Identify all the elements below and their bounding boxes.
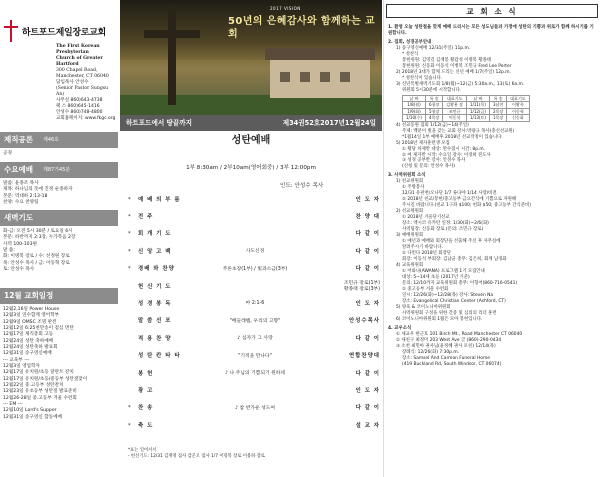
order-item-name: 찬 송 bbox=[138, 405, 154, 412]
news-detail: ② 여 제자반 시작: 수요일 강사: 이경희 전도사 bbox=[402, 152, 491, 158]
section-body-schedule: 12월2,16일 Power House 12월3일 연수합계 영어학부 12월9일 OMSC 조명 판전 12월12일 6:25천만송이 점심 면탄 12월17일 제직총회 고등 12월24일 성탄 축하예배 12월24일 성탄축하 발표회 12월31일 송구영신예배 --- 교육부 --- 12월3일 영업학자 12월17일 유치원/초등 달란트 잔치 12월17일 유치원/초등/중등부 성탄절맞이 12월22일 중.고등부 성탄잔치 12월23일 유초등부 성탄절 발표준비 12월26-28일 중.고등부 겨울 수련회 --- EM --- 12월10일 Lord's Supper 12월31일 송구영신 합동예배 bbox=[3, 307, 88, 420]
order-item-name: 회 개 기 도 bbox=[138, 231, 172, 238]
church-english-info: The First Korean Presbyterian Church of Greater Hartford 300 Chapel Road, Manchester, CT 06040 담임목사 안성수 (Senior Pastor Sungsu An) bbox=[56, 44, 109, 97]
section-body-wednesday: 말씀: 윤종조 목사 제목: 하나님의 뜻에 진정 순종하자 본문: 역대하 2:13-18 찬양: 수요 찬양팀 bbox=[3, 181, 73, 205]
news-detail: ③ 성경 공부반 강사: 안성수 목사 bbox=[402, 158, 466, 164]
order-note: *표는 일어서서 - 헌신기도: 12/31 김재영 집사 감곤오 집사 1/7 이형복 장로 이용하 장로 bbox=[128, 448, 265, 460]
order-item-name: 성 경 봉 독 bbox=[138, 301, 172, 308]
news-detail: ① 예년과 예배와 회장단을 선출해 주신 후 사무실에 bbox=[402, 239, 501, 245]
news-item: 5) 2018년 제자훈련생 모집 bbox=[396, 140, 450, 146]
prayer-schedule-table bbox=[402, 95, 530, 122]
order-row bbox=[128, 227, 380, 243]
news-column bbox=[386, 4, 598, 474]
news-item: 4) 교육위원회 bbox=[396, 263, 424, 269]
news-item: 5) 양육 & 코이노니아위원회 bbox=[396, 305, 451, 311]
order-row bbox=[128, 401, 380, 417]
bulletin-band bbox=[120, 115, 382, 131]
order-item-leader: 다 같 이 bbox=[355, 405, 380, 412]
order-row bbox=[128, 279, 380, 295]
news-heading: 4. 교우소식 bbox=[388, 326, 412, 332]
news-item: 3) 예배위원회 bbox=[396, 233, 424, 239]
order-item-leader: 인 도 자 bbox=[355, 196, 380, 203]
news-body bbox=[388, 22, 598, 368]
hero-photo bbox=[120, 0, 382, 115]
order-item-leader: 다 같 이 bbox=[355, 370, 380, 377]
news-detail: 봉헌위원: 신동화 이동석 이병복 조민규 Fred Lee Porter bbox=[402, 63, 512, 69]
order-star: * bbox=[128, 196, 131, 203]
news-detail: ② 중고등부 겨울 수련회 bbox=[402, 287, 449, 293]
news-detail: * 성찬식 bbox=[402, 51, 419, 57]
news-detail: 위원회 5시30분에 시작합니다. bbox=[402, 87, 462, 93]
news-detail: 사역위원회 구성을 위한 간증 및 심의의 리더 훈련 bbox=[402, 311, 497, 317]
order-item-leader: 설 교 자 bbox=[355, 422, 380, 429]
order-row bbox=[128, 192, 380, 208]
news-detail: * 성찬식이 있습니다. bbox=[402, 75, 443, 81]
cross-icon bbox=[168, 5, 176, 105]
news-item: 1) 송구영신예배 12/31(주일) 11p.m. bbox=[396, 45, 471, 51]
issue-date: 제34권52호2017년12월24일 bbox=[282, 118, 376, 127]
news-item: 3) 신년특별새벽기도회 1/8(월)~12(금) 5:30a.m., 13(토) 6a.m. bbox=[396, 81, 525, 87]
order-item-leader: 다 같 이 bbox=[355, 266, 380, 273]
news-detail: 알려주시기 바랍니다. bbox=[402, 245, 443, 251]
church-building-image bbox=[270, 58, 370, 98]
order-item-name: 전 주 bbox=[138, 214, 154, 221]
church-contact: 사무실 860)643-4738 팩 스 860)645-1416 안성수 860)748-4800 교회홈페이지: www.fkgc.org bbox=[56, 98, 118, 122]
order-item-name: 헌 신 기 도 bbox=[138, 283, 172, 290]
news-detail: (신청 및 문의: 안성수 목사) bbox=[402, 164, 455, 170]
order-item-leader: 인 도 자 bbox=[355, 301, 380, 308]
order-row bbox=[128, 296, 380, 312]
order-item-leader: 다 같 이 bbox=[355, 248, 380, 255]
order-row bbox=[128, 331, 380, 347]
church-header bbox=[0, 0, 118, 122]
order-star: * bbox=[128, 231, 131, 238]
order-item-name: 적 용 찬 양 bbox=[138, 335, 172, 342]
news-heading: 3. 사역위원회 소식 bbox=[388, 173, 426, 179]
news-detail: ① 어와나(AWANA) 프로그램 1기 모집안내 bbox=[402, 269, 485, 275]
cross-logo-icon bbox=[4, 20, 18, 42]
news-detail: 회장: 이동석 부회장: 김남균 총무: 김은희, 회계 남경화 bbox=[402, 257, 507, 263]
order-item-name: 예 배 의 부 름 bbox=[138, 196, 181, 203]
table-row: 날 짜 특 송 대표기도 날 짜 특 송 대표기도 bbox=[403, 95, 530, 101]
section-body-dawn: 화-금: 오전 5시 30분 / 토요일 6시 본문: 하반까지 2:3장, 누가복음 2장 사역 100-103편 말 씀: 화: 이병복 장로 / 수: 선정원 장로 목: 안성수 목사 / 금: 이동혁 장로 토: 안성수 목사 bbox=[3, 229, 76, 272]
order-star: * bbox=[128, 266, 131, 273]
order-row bbox=[128, 244, 380, 260]
section-bar-sunday: 제직공론 제46호 bbox=[0, 132, 118, 148]
order-row bbox=[128, 418, 380, 434]
order-item-detail: ♪ 참 반가운 성도여 bbox=[234, 405, 276, 411]
section-bar-schedule: 12월 교회일정 bbox=[0, 288, 118, 304]
motto: 하트포드에서 땅끝까지 bbox=[126, 118, 192, 127]
service-presider: 인도: 안성수 목사 bbox=[280, 183, 324, 189]
news-detail: 장례식: 12/26(화) 7:30p.m. bbox=[402, 350, 460, 355]
vision-slogan: 50년의 은혜감사와 함께하는 교회 bbox=[228, 16, 376, 40]
order-row bbox=[128, 209, 380, 225]
order-item-name: 경배 와 찬양 bbox=[138, 266, 175, 273]
news-heading: 1. 환영 오늘 성탄절을 맞게 예배 드리시는 모든 성도님들과 가정에 성탄의 기쁨과 위로가 함께 하시기를 기원합니다. bbox=[388, 25, 594, 36]
news-item: ① 새교우 한근호 101 Birch Mt., Road Manchester CT 06040 bbox=[396, 332, 523, 338]
news-item: 1) 친교위원회 bbox=[396, 179, 424, 185]
news-detail: 장소: Evangelical Christian Center (Ashford, CT) bbox=[402, 299, 506, 305]
order-item-detail: 사도신경 bbox=[245, 249, 265, 255]
news-detail: 일시: 12/26(화)~12/28(목) 강사: Steven Na bbox=[402, 293, 494, 299]
news-detail: 봉헌위원: 김영길 김재봉 황갑성 이병복 황종태 bbox=[402, 57, 492, 63]
news-detail: 대상: 5~14세 초등 (2017년 기준) bbox=[402, 275, 470, 281]
order-item-leader: 다 같 이 bbox=[355, 231, 380, 238]
order-item-detail: ♪ 나 주님의 기쁨되기 원하네 bbox=[224, 371, 286, 376]
news-detail: ① 2018년 겨울단기선교 bbox=[402, 215, 450, 221]
order-star: * bbox=[128, 214, 131, 221]
table-row: 1/8(월) 6청장 김황용 장 1/11(목) 3남전 이황옥 bbox=[403, 102, 530, 108]
news-heading: 2. 집회, 성경공부안내 bbox=[388, 39, 432, 45]
news-detail: ① 주방봉사 bbox=[402, 185, 425, 191]
order-item-detail: 마 2:1-6 bbox=[245, 301, 265, 307]
news-detail: ② 다빈다 2018년 회장단 bbox=[402, 251, 451, 257]
news-detail: 12/31 유관천/오나단 1/7 류다야 1/14 사랑/비전 bbox=[402, 191, 497, 197]
news-item: 6) 코이노니아위원회 1월은 모아 봉헌입니다. bbox=[396, 317, 483, 323]
vision-year: 2017 VISION bbox=[270, 6, 301, 11]
order-row bbox=[128, 383, 380, 399]
news-detail: 주제: 백분이 빛을 갖는 교회 강사:박광규 목사(충신선교원) bbox=[402, 128, 515, 134]
news-detail: 주시길 바랍니다.(친교 1구좌 $100; 헌화 $50; 중고등부 간식준비) bbox=[402, 203, 531, 209]
news-detail: ② 2018년 친교/봉헌/중고등부 금요간식에 기쁨으로 자원해 bbox=[402, 197, 517, 203]
order-item-name: 신 앙 고 백 bbox=[138, 248, 172, 255]
left-column bbox=[0, 0, 118, 477]
church-name: 하트포드제일장로교회 bbox=[22, 28, 106, 38]
service-times: 1부 8:30am / 2부10am(영어회중) / 3부 12:00pm bbox=[186, 165, 316, 171]
order-star: * bbox=[128, 422, 131, 429]
news-title: 교 회 소 식 bbox=[386, 4, 598, 18]
order-item-leader: 조민규 장로(1부) 황종태 장로(3부) bbox=[343, 281, 380, 292]
news-detail: 사역팀장: 신동화 장로 (문의: 조민규 장로) bbox=[402, 227, 484, 233]
news-detail: 장소: Samsel And Carmon Funeral Home bbox=[402, 355, 490, 361]
church-website: 교회홈페이지: www.fkgc.org bbox=[56, 116, 116, 122]
order-item-detail: "베들레헴, 우리의 고향" bbox=[229, 318, 281, 324]
order-item-name: 성 탄 칸 타 타 bbox=[138, 353, 181, 360]
order-row bbox=[128, 262, 380, 278]
order-item-name: 축 도 bbox=[138, 422, 154, 429]
order-row bbox=[128, 366, 380, 382]
table-row: 1/10(수) 4목장 이동석 1/13(토) 1목장 신동화 bbox=[403, 115, 530, 121]
order-item-leader: 인 도 자 bbox=[355, 388, 380, 395]
news-item: ② 새친구 최정미 203 West Ave 글 (860)-290-0434 bbox=[396, 338, 502, 344]
news-detail: (419 Buckland Rd, South Windsor, CT 06074) bbox=[402, 361, 502, 367]
news-detail: *1월14일 1부 예배후 2018년 선교작정이 있습니다. bbox=[402, 134, 503, 140]
news-detail: 장소: 멕시코 유카탄 일정: 1/30(화)~2/6(화) bbox=[402, 221, 489, 227]
order-item-leader: 안성수목사 bbox=[348, 318, 380, 325]
news-item: 4) 선교동원 집회 1/12(금)~14(주일) bbox=[396, 122, 469, 128]
news-detail: 문의: 12/10까지 교육위원회 총무: 이형어(860-716-0541) bbox=[402, 281, 518, 287]
order-row bbox=[128, 349, 380, 365]
section-bar-dawn: 새벽기도 bbox=[0, 210, 118, 226]
news-detail: ① 황당 차제반 대상: 만수접시 시간: 8p.m. bbox=[402, 146, 486, 152]
order-row bbox=[128, 314, 380, 330]
order-star: * bbox=[128, 248, 131, 255]
news-item: 2) 2018년 3대가 함께 드리는 신년 예배 1/7(주일) 12p.m. bbox=[396, 69, 511, 75]
order-item-leader: 다 같 이 bbox=[355, 335, 380, 342]
news-item: 2) 선교위원회 bbox=[396, 209, 424, 215]
order-item-leader: 연합찬양대 bbox=[348, 353, 380, 360]
order-item-name: 봉 헌 bbox=[138, 370, 154, 377]
news-item: ③ 소천 최민아 권사님(윤정혜 권사 모친) 12/14(목) bbox=[396, 344, 496, 350]
order-item-name: 말 씀 선 포 bbox=[138, 318, 172, 325]
section-body-sunday: 공경 bbox=[3, 151, 12, 156]
service-title: 성탄예배 bbox=[231, 135, 271, 146]
table-row: 1/9(화) 5청장 조민규 1/12(금) 2목장 이동혁 bbox=[403, 108, 530, 114]
order-item-name: 광 고 bbox=[138, 388, 154, 395]
order-item-detail: ♪ 십자가 그 사랑 bbox=[237, 336, 273, 342]
order-item-detail: 푸른초장(1부) / 빛과소금(3부) bbox=[222, 266, 288, 272]
order-item-detail: "기적을 만나다" bbox=[238, 353, 272, 359]
order-star: * bbox=[128, 405, 131, 412]
section-bar-wednesday: 수요예배 제87기45분 bbox=[0, 162, 118, 178]
order-item-leader: 찬 양 대 bbox=[355, 214, 380, 221]
column-divider bbox=[383, 0, 384, 477]
